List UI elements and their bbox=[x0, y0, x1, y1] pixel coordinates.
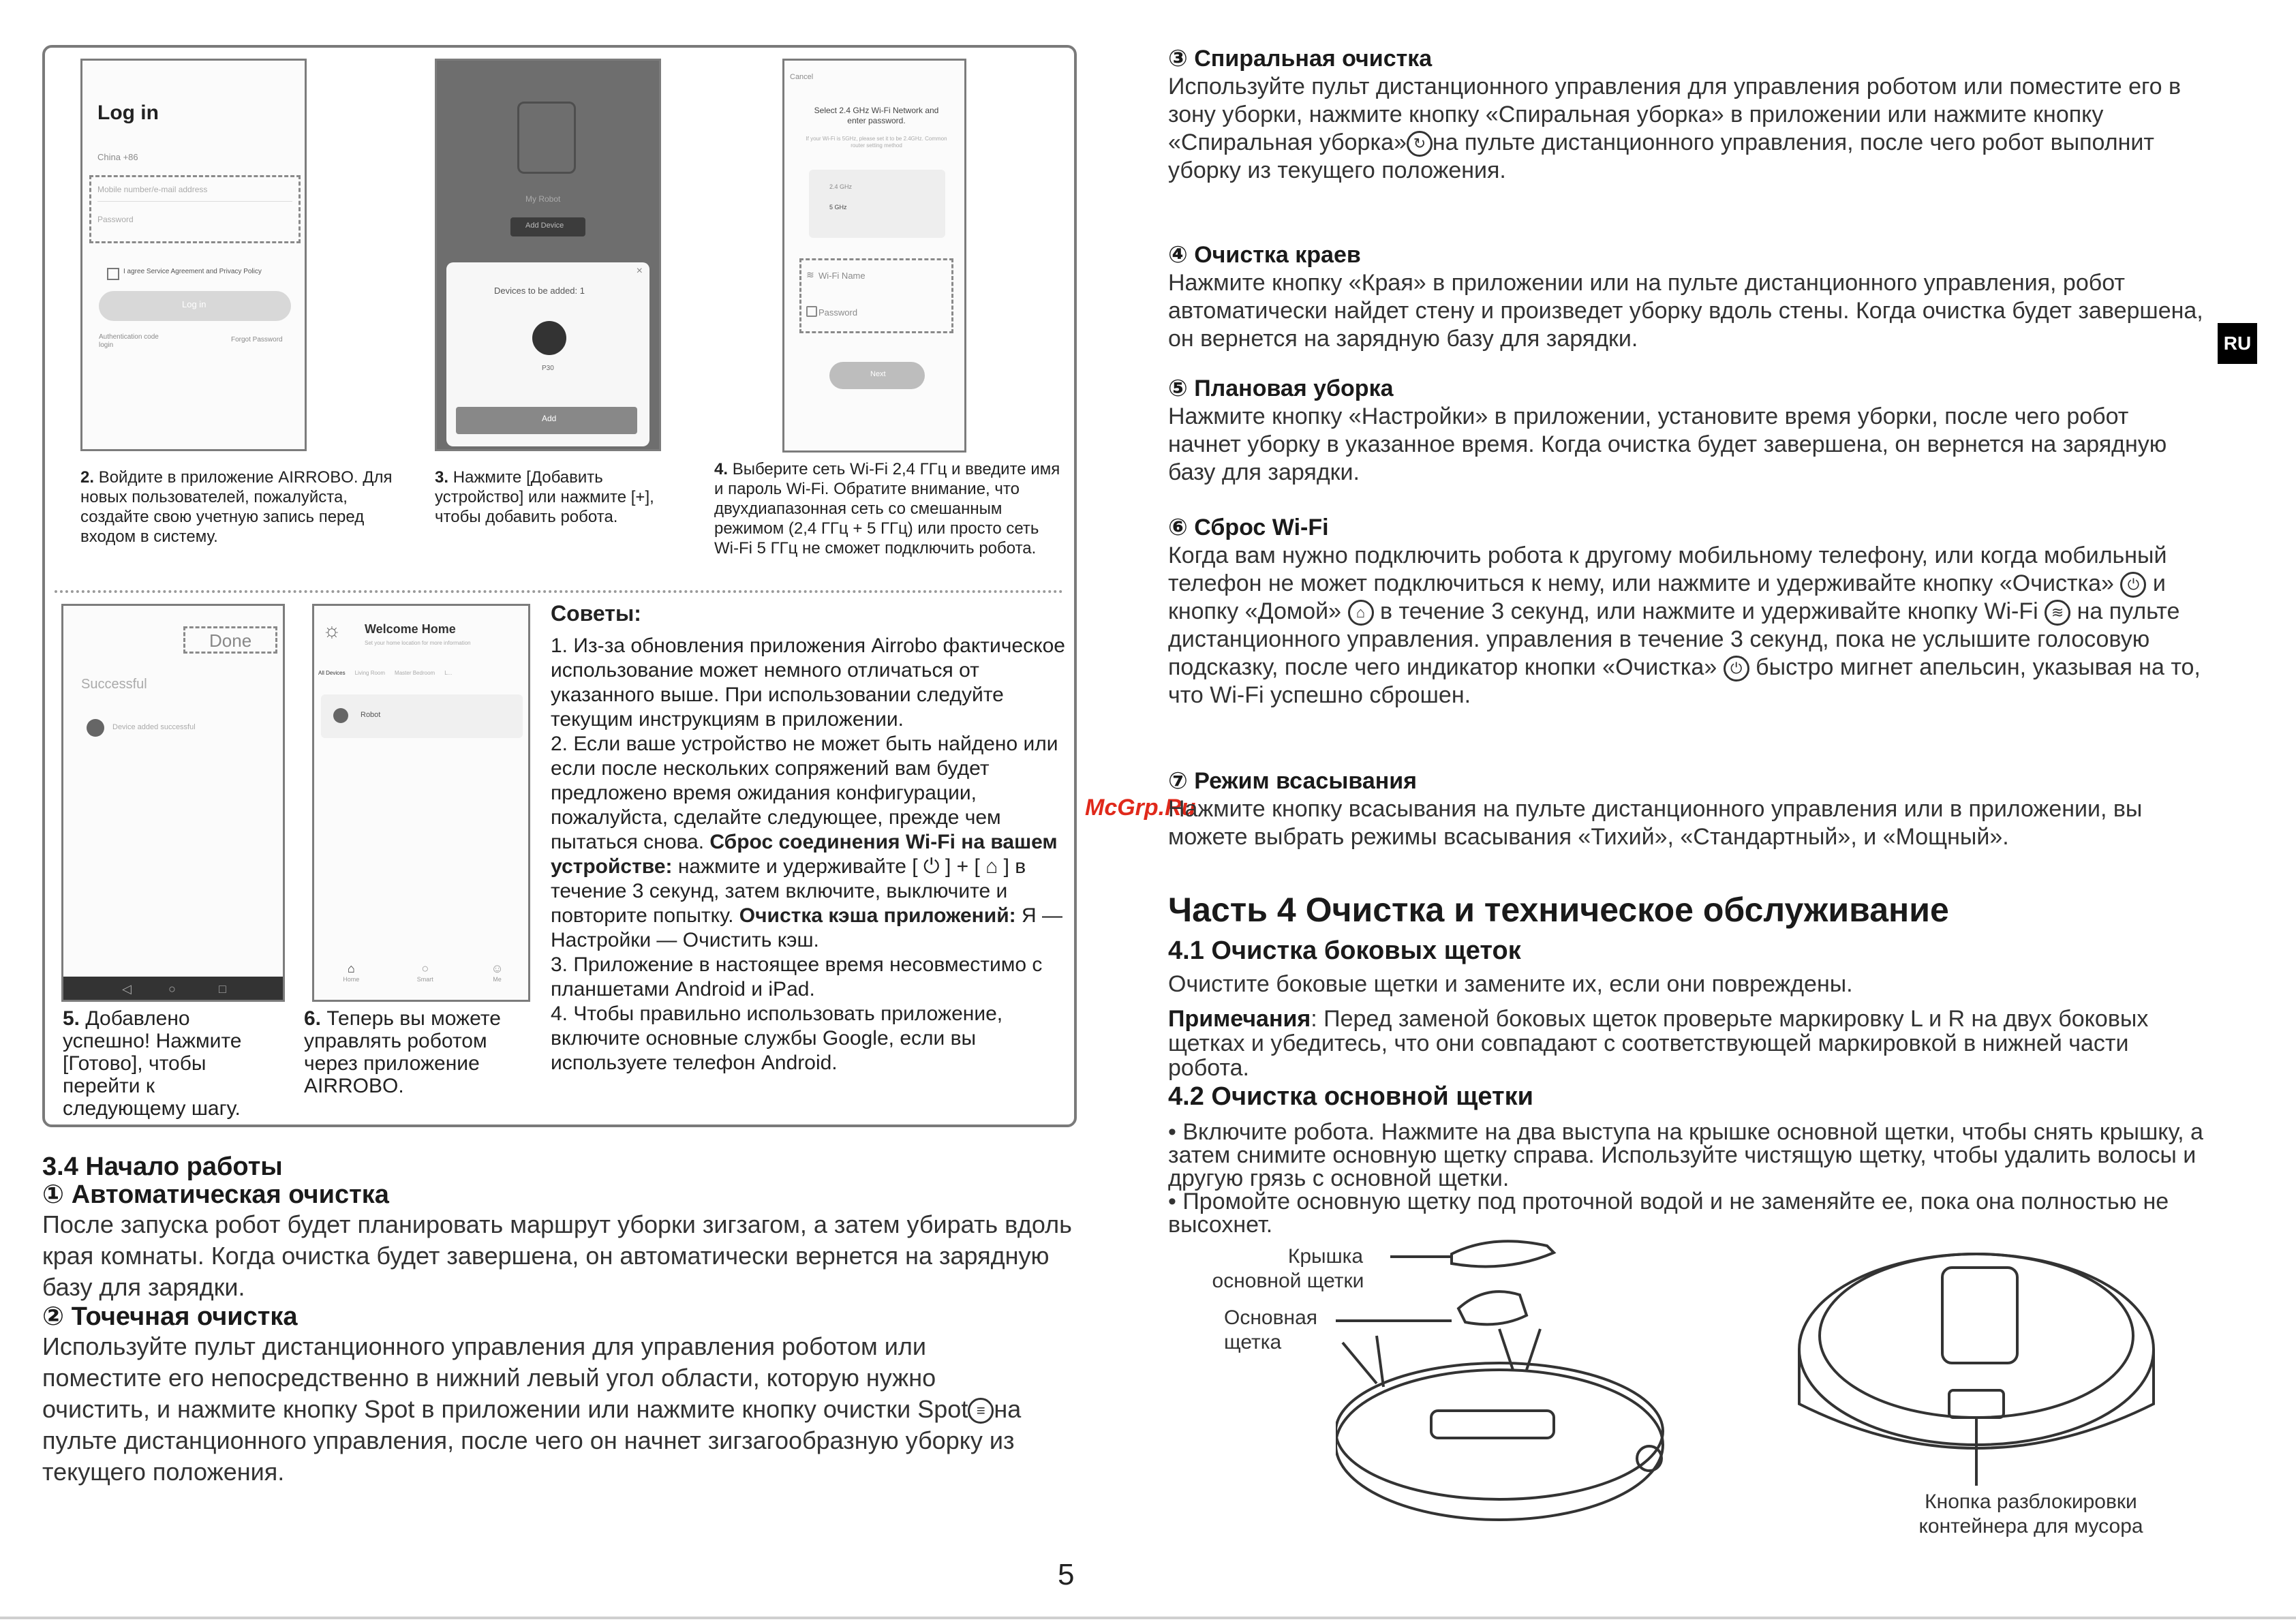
wifi-credentials-box bbox=[799, 258, 953, 333]
login-title: Log in bbox=[97, 102, 159, 124]
nav-smart[interactable] bbox=[417, 962, 433, 1002]
section-4-1-text bbox=[1168, 970, 2204, 1080]
edge-section bbox=[1168, 241, 2204, 353]
power-icon: ⏻ bbox=[2120, 572, 2146, 598]
country-code: China +86 bbox=[97, 152, 138, 162]
caption-step-3 bbox=[435, 468, 694, 527]
side-brush-bristle bbox=[1343, 1343, 1377, 1383]
main-brush-step-2: • Промойте основную щетку под проточной водой и не заменяйте ее, пока она полностью не высохнет. bbox=[1168, 1189, 2169, 1238]
spiral-heading: ③ Спиральная очистка bbox=[1168, 46, 1433, 72]
home-screen bbox=[312, 604, 530, 1002]
success-dot-icon bbox=[87, 719, 104, 737]
phone-input[interactable]: Mobile number/e-mail address bbox=[97, 185, 208, 194]
robot-top-panel bbox=[1942, 1268, 2017, 1363]
label-unlock-line2: контейнера для мусора bbox=[1918, 1515, 2143, 1537]
room-tabs bbox=[318, 670, 530, 676]
caption-step-6 bbox=[304, 1007, 536, 1097]
wifi-text-d: на пульте дистанционного управления. управления в течение 3 секунд, пока не услышите голосовую подсказку, после чего индикатор кнопки «Очистка» bbox=[1168, 598, 2180, 681]
agree-text: I agree Service Agreement and Privacy Policy bbox=[123, 268, 262, 275]
tip-2 bbox=[551, 732, 1075, 953]
spiral-section bbox=[1168, 45, 2204, 185]
wifi-name-input[interactable]: Wi-Fi Name bbox=[818, 271, 866, 281]
wifi-text-e: быстро мигнет апельсин, указывая на то, что Wi-Fi успешно сброшен. bbox=[1168, 654, 2201, 709]
auto-clean-heading: ① Автоматическая очистка bbox=[42, 1180, 389, 1209]
caption-step-4 bbox=[714, 459, 1062, 558]
caption-4-text: Выберите сеть Wi-Fi 2,4 ГГц и введите имя и пароль Wi-Fi. Обратите внимание, что двухдиапазонная сеть со смешанным режимом (2,4 ГГц + 5 ГГц) или просто сеть Wi-Fi 5 ГГц не сможет подключить робота. bbox=[714, 460, 1060, 557]
wifi-password-input[interactable]: Password bbox=[818, 307, 858, 318]
robot-body-bottom bbox=[1336, 1370, 1663, 1520]
label-brush-cover-line2: основной щетки bbox=[1212, 1270, 1364, 1292]
label-main-brush bbox=[1224, 1306, 1317, 1355]
edge-heading: ④ Очистка краев bbox=[1168, 242, 1361, 268]
tab-more[interactable]: L... bbox=[444, 670, 453, 676]
dotted-divider bbox=[55, 590, 1063, 593]
tab-master-bedroom[interactable]: Master Bedroom bbox=[395, 670, 435, 676]
spiral-text-a: Используйте пульт дистанционного управления для управления роботом или поместите его в зону уборки, нажмите кнопку «Спиральная уборка» в приложении или нажмите кнопку «Спиральная уборка» bbox=[1168, 74, 2182, 155]
tip-2-wifi-text: нажмите и удерживайте [ ⏻ ] + [ ⌂ ] в течение 3 секунд, затем включите, выключите и повторите попытку. bbox=[551, 855, 1026, 927]
device-added-text: Device added successful bbox=[112, 723, 196, 731]
me-icon: ☺ bbox=[491, 962, 504, 975]
wifi-note: If your Wi-Fi is 5GHz, please set it to be 2.4GHz. Common router setting method bbox=[806, 136, 947, 149]
login-button-label: Log in bbox=[182, 299, 206, 309]
device-card[interactable] bbox=[321, 694, 523, 738]
brush-slot bbox=[1431, 1411, 1554, 1438]
watermark: McGrp.Ru bbox=[1085, 795, 1196, 821]
band-5: 5 GHz bbox=[829, 204, 847, 211]
smart-icon: ○ bbox=[421, 962, 429, 975]
bottom-rule bbox=[0, 1617, 2296, 1619]
welcome-title: Welcome Home bbox=[365, 622, 456, 636]
schedule-text: Нажмите кнопку «Настройки» в приложении, установите время уборки, после чего робот начнет уборку в указанное время. Когда очистка будет завершена, он вернется на зарядную базу для зарядки. bbox=[1168, 403, 2167, 485]
auto-clean-text: После запуска робот будет планировать маршрут уборки зигзагом, а затем убирать вдоль края комнаты. Когда очистка будет завершена, он автоматически вернется на зарядную базу для зарядки. bbox=[42, 1210, 1072, 1301]
spot-button-icon: ≡ bbox=[968, 1398, 994, 1424]
part-4-title: Часть 4 Очистка и техническое обслуживание bbox=[1168, 891, 1949, 929]
main-brush-part bbox=[1458, 1291, 1527, 1324]
tip-4: 4. Чтобы правильно использовать приложение, включите основные службы Google, если вы используете телефон Android. bbox=[551, 1003, 1003, 1074]
brush-cover-part bbox=[1452, 1241, 1554, 1266]
done-button-label: Done bbox=[209, 630, 252, 651]
next-button-label: Next bbox=[870, 370, 886, 378]
wifi-icon: ≋ bbox=[2045, 600, 2070, 626]
side-brush-bristle bbox=[1377, 1336, 1383, 1387]
section-3-4 bbox=[42, 1153, 1085, 1488]
section-3-4-title: 3.4 Начало работы bbox=[42, 1152, 283, 1181]
tab-all-devices[interactable]: All Devices bbox=[318, 670, 346, 676]
caption-6-number: 6. bbox=[304, 1007, 322, 1030]
dustbin-unlock-button bbox=[1949, 1390, 2004, 1418]
home-icon: ⌂ bbox=[1348, 600, 1374, 626]
robot-dot-icon bbox=[333, 708, 348, 723]
notes-label: Примечания bbox=[1168, 1006, 1311, 1032]
add-button-label: Add bbox=[542, 414, 557, 423]
caption-step-2 bbox=[80, 468, 401, 547]
add-device-button-label: Add Device bbox=[525, 221, 564, 230]
section-4-1-title: 4.1 Очистка боковых щеток bbox=[1168, 936, 1521, 965]
caption-4-number: 4. bbox=[714, 460, 729, 478]
home-icon: ⌂ bbox=[347, 962, 355, 975]
sun-icon: ☼ bbox=[322, 619, 341, 642]
suction-section bbox=[1168, 767, 2204, 851]
tip-2-cache-label: Очистка кэша приложений: bbox=[739, 904, 1016, 927]
label-brush-cover-line1: Крышка bbox=[1287, 1245, 1364, 1268]
band-2-4: 2.4 GHz bbox=[829, 183, 853, 190]
robot-device-icon[interactable] bbox=[532, 321, 566, 355]
page-number: 5 bbox=[1058, 1558, 1075, 1591]
done-screen bbox=[61, 604, 285, 1002]
wifi-reset-heading: ⑥ Сброс Wi-Fi bbox=[1168, 515, 1329, 540]
caption-6-text: Теперь вы можете управлять роботом через приложение AIRROBO. bbox=[304, 1007, 501, 1097]
caption-5-number: 5. bbox=[63, 1007, 80, 1030]
tips-block bbox=[551, 601, 1075, 1075]
nav-home[interactable] bbox=[343, 962, 359, 1002]
device-name: P30 bbox=[542, 365, 554, 372]
spot-text-a: Используйте пульт дистанционного управления для управления роботом или поместите его непосредственно в нижний левый угол области, которую нужно очистить, и нажмите кнопку Spot в приложении или нажмите кнопку очистки Spot bbox=[42, 1332, 968, 1423]
wifi-text-a: Когда вам нужно подключить робота к другому мобильному телефону, или когда мобильный телефон не может подключиться к нему, или нажмите и удерживайте кнопку «Очистка» bbox=[1168, 542, 2167, 596]
successful-label: Successful bbox=[81, 677, 147, 692]
auth-code-link[interactable]: Authentication code login bbox=[99, 333, 159, 349]
password-input[interactable]: Password bbox=[97, 215, 134, 224]
power-icon: ⏻ bbox=[1724, 656, 1749, 682]
spot-clean-text bbox=[42, 1331, 1024, 1488]
bottom-nav bbox=[314, 962, 530, 1002]
wifi-screen bbox=[782, 59, 966, 453]
my-robot-label: My Robot bbox=[525, 194, 561, 204]
wifi-icon: ≋ bbox=[806, 269, 814, 280]
input-line bbox=[97, 201, 292, 202]
home-nav-icon[interactable]: ○ bbox=[168, 982, 176, 996]
caption-5-text: Добавлено успешно! Нажмите [Готово], чтобы перейти к следующему шагу. bbox=[63, 1007, 242, 1120]
schedule-heading: ⑤ Плановая уборка bbox=[1168, 376, 1394, 401]
add-device-screen bbox=[435, 59, 661, 451]
forgot-password-link[interactable]: Forgot Password bbox=[231, 336, 283, 343]
caption-3-number: 3. bbox=[435, 468, 449, 487]
devices-dialog bbox=[446, 262, 649, 446]
tip-2-cache-text: Я — Настройки — Очистить кэш. bbox=[551, 904, 1062, 951]
label-main-brush-line2: щетка bbox=[1224, 1331, 1282, 1353]
agree-checkbox[interactable] bbox=[107, 268, 119, 280]
device-label: Robot bbox=[361, 711, 381, 719]
nav-home-label: Home bbox=[343, 976, 360, 983]
cancel-link[interactable]: Cancel bbox=[790, 73, 814, 81]
caption-2-text: Войдите в приложение AIRROBO. Для новых пользователей, пожалуйста, создайте свою учетную запись перед входом в систему. bbox=[80, 468, 393, 546]
main-brush-step-1: • Включите робота. Нажмите на два выступа на крышке основной щетки, чтобы снять крышку, а затем снимите основную щетку справа. Используйте чистящую щетку, чтобы удалить волосы и другую грязь с основной щетки. bbox=[1168, 1119, 2203, 1191]
schedule-section bbox=[1168, 375, 2204, 487]
spot-clean-heading: ② Точечная очистка bbox=[42, 1302, 298, 1331]
suction-text: Нажмите кнопку всасывания на пульте дистанционного управления или в приложении, вы можете выбрать режимы всасывания «Тихий», «Стандартный», и «Мощный». bbox=[1168, 796, 2143, 850]
robot-body-top bbox=[1336, 1363, 1663, 1499]
side-brush-text: Очистите боковые щетки и замените их, если они повреждены. bbox=[1168, 971, 1853, 997]
spiral-text-b: на пульте дистанционного управления, после чего робот выполнит уборку из текущего положения. bbox=[1168, 129, 2154, 184]
nav-me[interactable] bbox=[491, 962, 503, 1002]
tip-2-wifi-reset: Сброс соединения Wi-Fi на вашем устройстве: bbox=[551, 831, 1058, 878]
robot-underside-illustration bbox=[1336, 1227, 1690, 1533]
robot-top-lid bbox=[1820, 1254, 2133, 1418]
caption-step-5 bbox=[63, 1007, 281, 1120]
notes-body: : Перед заменой боковых щеток проверьте маркировку L и R на двух боковых щетках и убедитесь, что они совпадают с соответствующей маркировкой в нижней части робота. bbox=[1168, 1006, 2149, 1081]
nav-me-label: Me bbox=[493, 976, 502, 983]
wifi-reset-section bbox=[1168, 514, 2204, 709]
notes-text bbox=[1168, 1007, 2204, 1080]
edge-text: Нажмите кнопку «Края» в приложении или на пульте дистанционного управления, робот автоматически найдет стену и произведет уборку вдоль стены. Когда очистка будет завершена, он вернется на зарядную базу для зарядки. bbox=[1168, 270, 2203, 352]
tips-title: Советы: bbox=[551, 601, 641, 626]
login-screen bbox=[80, 59, 307, 451]
robot-top-illustration bbox=[1786, 1213, 2167, 1499]
caption-2-number: 2. bbox=[80, 468, 95, 487]
tip-1: 1. Из-за обновления приложения Airrobo фактическое использование может немного отличаться от указанного выше. При использовании следуйте текущим инструкциям в приложении. bbox=[551, 634, 1065, 731]
robot-illustration bbox=[517, 102, 576, 174]
dialog-title: Devices to be added: 1 bbox=[494, 286, 585, 296]
label-unlock-line1: Кнопка разблокировки bbox=[1925, 1490, 2137, 1513]
back-nav-icon[interactable]: ◁ bbox=[122, 982, 132, 996]
suction-heading: ⑦ Режим всасывания bbox=[1168, 768, 1418, 794]
recent-nav-icon[interactable]: □ bbox=[219, 982, 226, 996]
wifi-text-c: в течение 3 секунд, или нажмите и удерживайте кнопку Wi-Fi bbox=[1380, 598, 2038, 625]
welcome-subtitle: Set your home location for more information bbox=[365, 640, 471, 646]
tip-2-text: 2. Если ваше устройство не может быть найдено или если после нескольких сопряжений вам будет предложено время ожидания конфигурации, пожалуйста, сделайте следующее, прежде чем пытаться снова. bbox=[551, 733, 1058, 853]
label-main-brush-line1: Основная bbox=[1224, 1306, 1318, 1329]
wifi-text-b: и кнопку «Домой» bbox=[1168, 570, 2166, 625]
dialog-close-icon[interactable]: × bbox=[636, 265, 643, 277]
spot-text-b: на пульте дистанционного управления, после чего он начнет зигзагообразную уборку из текущего положения. bbox=[42, 1395, 1022, 1486]
wifi-title: Select 2.4 GHz Wi-Fi Network and enter password. bbox=[814, 106, 939, 125]
caption-3-text: Нажмите [Добавить устройство] или нажмите [+], чтобы добавить робота. bbox=[435, 468, 654, 526]
section-4-2-title: 4.2 Очистка основной щетки bbox=[1168, 1082, 1533, 1111]
nav-smart-label: Smart bbox=[416, 976, 433, 983]
spiral-button-icon: ↻ bbox=[1407, 131, 1433, 157]
tip-3: 3. Приложение в настоящее время несовместимо с планшетами Android и iPad. bbox=[551, 953, 1043, 1000]
wifi-reset-text bbox=[1168, 542, 2204, 709]
tab-living-room[interactable]: Living Room bbox=[354, 670, 386, 676]
language-tab: RU bbox=[2218, 323, 2257, 364]
lock-icon bbox=[806, 306, 817, 317]
spiral-text bbox=[1168, 73, 2204, 185]
